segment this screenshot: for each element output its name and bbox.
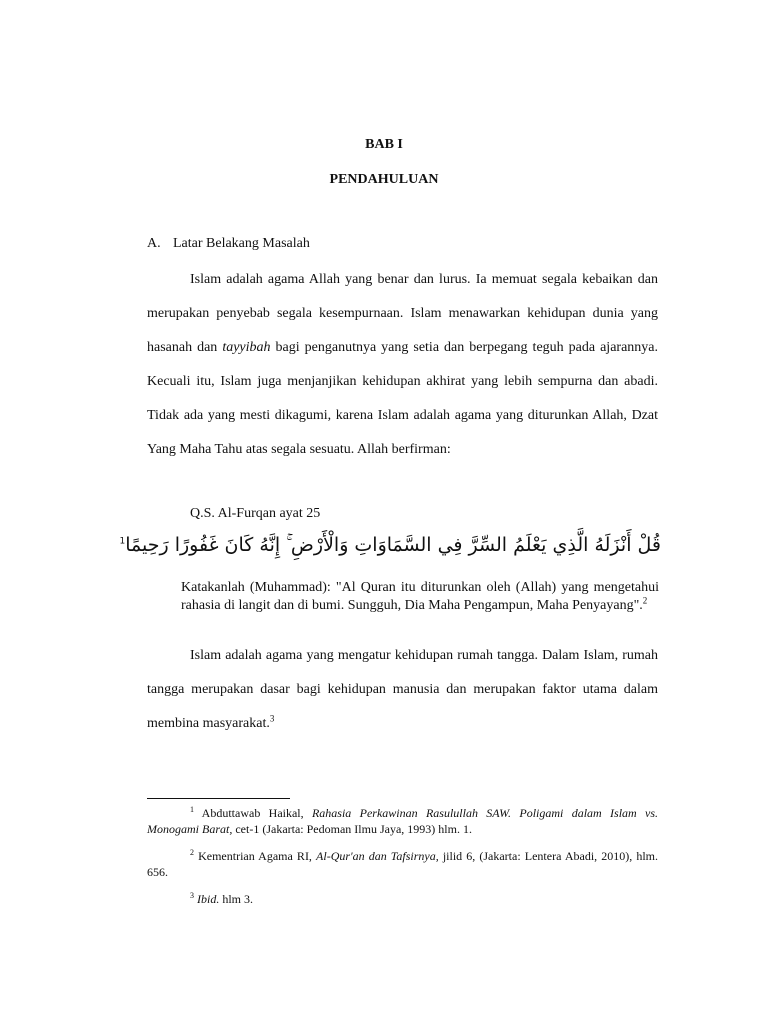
footnote-3-number: 3 — [190, 891, 194, 900]
footnote-2-italic: Al-Qur'an dan Tafsirnya, — [316, 849, 439, 863]
translation-footnote-mark: 2 — [642, 595, 648, 606]
verse-translation-text: Katakanlah (Muhammad): "Al Quran itu diturunkan oleh (Allah) yang mengetahui rahasia di langit dan di bumi. Sungguh, Dia Maha Pengampun, Maha Penyayang". — [181, 580, 659, 613]
paragraph-2-text: Islam adalah agama yang mengatur kehidupan rumah tangga. Dalam Islam, rumah tangga merupakan dasar bagi kehidupan manusia dan merupakan faktor utama dalam membina masyarakat. — [147, 648, 658, 731]
footnote-1-italic: Rahasia Perkawinan Rasulullah SAW. Poligami dalam Islam vs. Monogami Barat, — [147, 806, 659, 836]
paragraph-1 — [147, 263, 658, 467]
footnote-3-italic: Ibid. — [197, 892, 220, 906]
footnote-3 — [147, 891, 658, 907]
section-title: Latar Belakang Masalah — [173, 236, 310, 251]
footnote-2 — [147, 848, 658, 880]
footnote-1-number: 1 — [190, 805, 194, 814]
paragraph-1-italic-term: tayyibah — [222, 340, 271, 355]
section-letter: A. — [147, 236, 161, 251]
footnote-1-text-b: cet-1 (Jakarta: Pedoman Ilmu Jaya, 1993) hlm. 1. — [232, 822, 472, 836]
paragraph-2-footnote-mark: 3 — [269, 713, 275, 724]
chapter-number: BAB I — [365, 137, 403, 152]
arabic-verse-text: قُلْ أَنْزَلَهُ الَّذِي يَعْلَمُ السِّرَّ فِي السَّمَاوَاتِ وَالْأَرْضِ ۚ إِنَّهُ كَانَ غَفُورًا رَحِيمًا — [125, 534, 661, 556]
footnote-separator — [147, 798, 290, 799]
arabic-footnote-mark: 1 — [119, 536, 126, 547]
footnote-2-text-a: Kementrian Agama RI, — [198, 849, 317, 863]
paragraph-1-text-b: bagi penganutnya yang setia dan berpegang teguh pada ajarannya. Kecuali itu, Islam juga menjanjikan kehidupan akhirat yang lebih sempurna dan abadi. Tidak ada yang mesti dikagumi, karena Islam adalah agama yang diturunkan Allah, Dzat Yang Maha Tahu atas segala sesuatu. Allah berfirman: — [147, 340, 658, 457]
verse-translation — [181, 579, 659, 615]
paragraph-2 — [147, 639, 658, 741]
footnote-2-text-b: jilid 6, (Jakarta: Lentera Abadi, 2010), hlm. 656. — [147, 849, 659, 879]
footnote-3-text: hlm 3. — [219, 892, 254, 906]
chapter-title: PENDAHULUAN — [329, 172, 439, 187]
paragraph-1-text-a: Islam adalah agama Allah yang benar dan lurus. Ia memuat segala kebaikan dan merupakan penyebab segala kesempurnaan. Islam menawarkan kehidupan dunia yang hasanah dan — [147, 272, 658, 355]
verse-reference: Q.S. Al-Furqan ayat 25 — [190, 506, 321, 521]
section-heading — [147, 236, 310, 252]
arabic-verse — [119, 534, 661, 556]
footnote-1 — [147, 805, 658, 837]
footnote-2-number: 2 — [190, 848, 194, 857]
footnote-1-text-a: Abduttawab Haikal, — [201, 806, 312, 820]
